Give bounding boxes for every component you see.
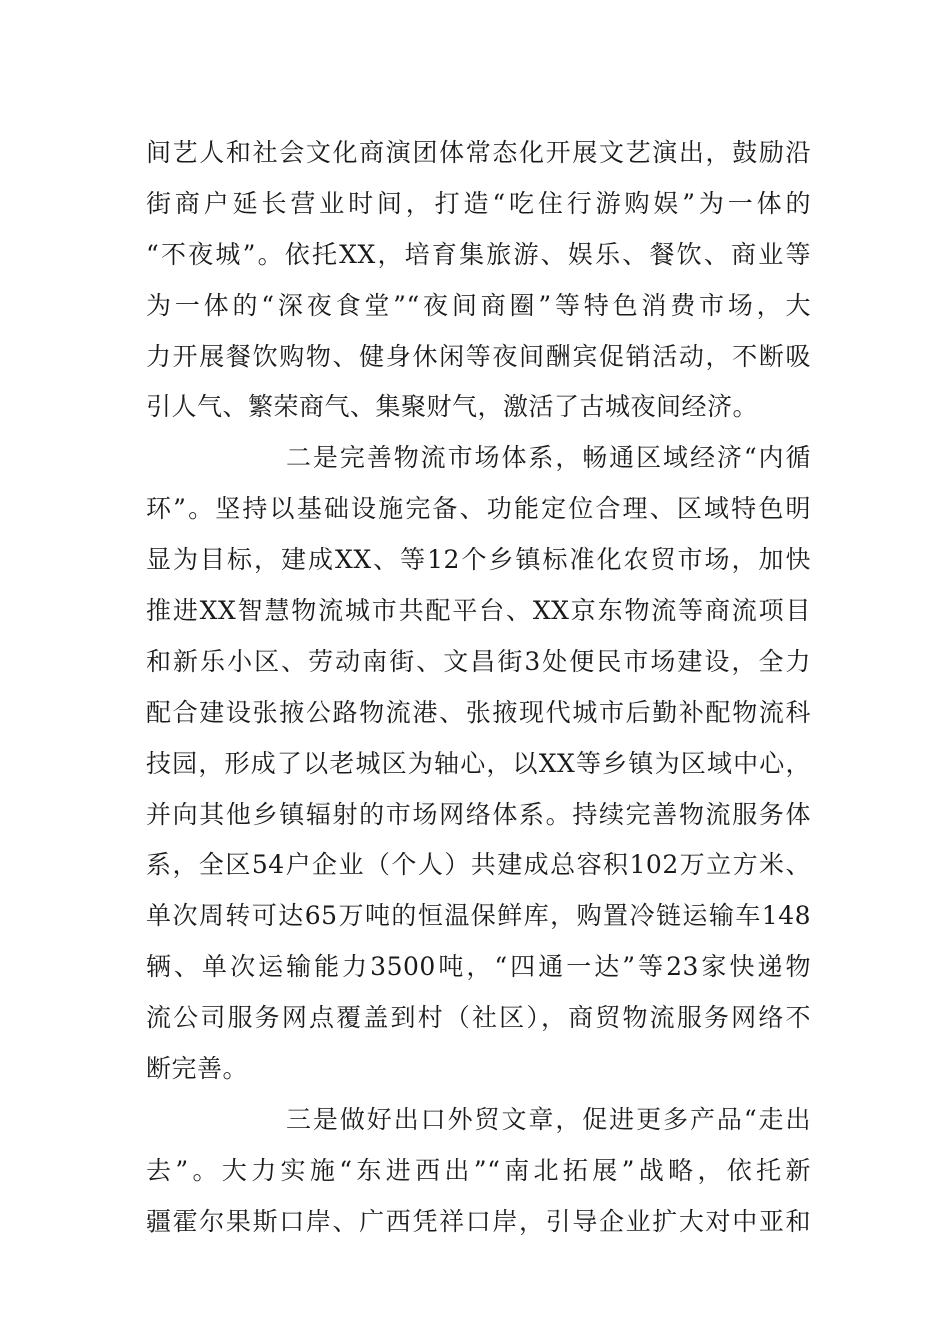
text-line: 环”。坚持以基础设施完备、功能定位合理、区域特色明	[146, 494, 811, 524]
text-line: 流公司服务网点覆盖到村（社区），商贸物流服务网络不	[146, 1003, 811, 1033]
text-line: 并向其他乡镇辐射的市场网络体系。持续完善物流服务体	[146, 799, 811, 829]
paragraph-start-line: 三是做好出口外贸文章，促进更多产品“走出	[286, 1104, 811, 1134]
text-line: 显为目标，建成XX、等12个乡镇标准化农贸市场，加快	[146, 545, 811, 575]
text-line: 推进XX智慧物流城市共配平台、XX京东物流等商流项目	[146, 596, 811, 626]
text-line: 引人气、繁荣商气、集聚财气，激活了古城夜间经济。	[146, 392, 759, 422]
text-line: 力开展餐饮购物、健身休闲等夜间酬宾促销活动，不断吸	[146, 341, 811, 371]
text-line: 街商户延长营业时间，打造“吃住行游购娱”为一体的	[146, 188, 811, 218]
text-line: 去”。大力实施“东进西出”“南北拓展”战略，依托新	[146, 1155, 811, 1185]
text-line: 单次周转可达65万吨的恒温保鲜库，购置冷链运输车148	[146, 901, 811, 931]
text-line: 为一体的“深夜食堂”“夜间商圈”等特色消费市场，大	[146, 290, 811, 320]
text-line: 配合建设张掖公路物流港、张掖现代城市后勤补配物流科	[146, 697, 811, 727]
text-line: 断完善。	[146, 1054, 249, 1084]
text-line: 技园，形成了以老城区为轴心，以XX等乡镇为区域中心，	[146, 748, 811, 778]
text-line: 疆霍尔果斯口岸、广西凭祥口岸，引导企业扩大对中亚和	[146, 1206, 811, 1236]
text-line: 辆、单次运输能力3500吨，“四通一达”等23家快递物	[146, 952, 811, 982]
text-line: 系，全区54户企业（个人）共建成总容积102万立方米、	[146, 850, 811, 880]
paragraph-start-line: 二是完善物流市场体系，畅通区域经济“内循	[286, 443, 811, 473]
text-line: 和新乐小区、劳动南街、文昌街3处便民市场建设，全力	[146, 646, 811, 676]
text-line: 间艺人和社会文化商演团体常态化开展文艺演出，鼓励沿	[146, 138, 811, 167]
text-line: “不夜城”。依托XX，培育集旅游、娱乐、餐饮、商业等	[146, 239, 811, 269]
document-body	[146, 128, 811, 1248]
